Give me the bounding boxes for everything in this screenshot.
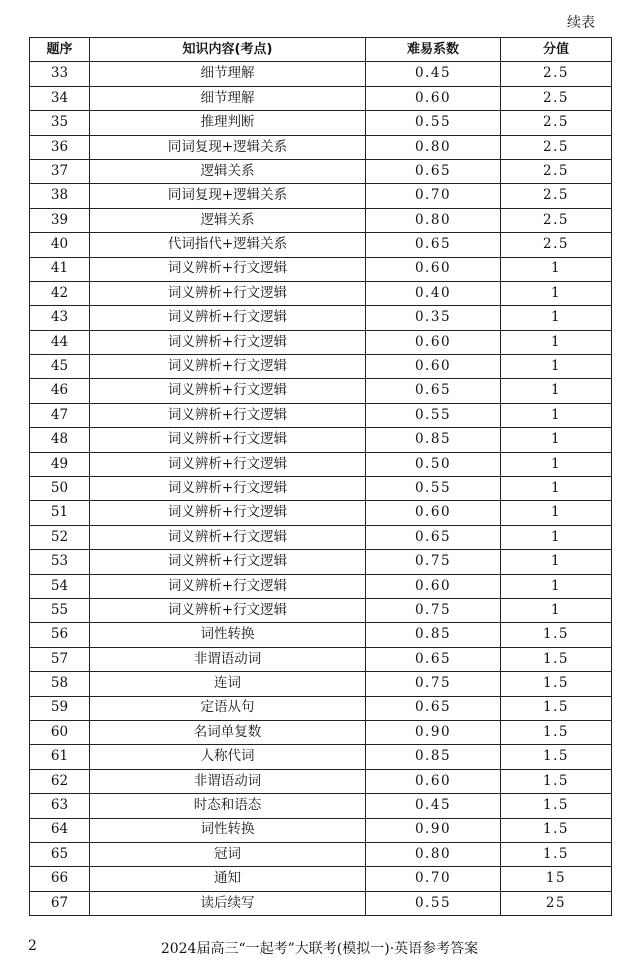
table-row (30, 867, 612, 891)
table-row (30, 86, 612, 110)
table-row (30, 330, 612, 354)
table-row (30, 135, 612, 159)
page-number: 2 (28, 938, 37, 954)
cell-difficulty: 0.85 (366, 623, 501, 647)
cell-knowledge-content: 非谓语动词 (90, 769, 366, 793)
cell-difficulty: 0.80 (366, 842, 501, 866)
cell-score: 1 (501, 525, 612, 549)
cell-score: 1 (501, 330, 612, 354)
cell-question-number: 64 (30, 818, 90, 842)
table-row (30, 696, 612, 720)
cell-knowledge-content: 逻辑关系 (90, 208, 366, 232)
cell-score: 1 (501, 306, 612, 330)
cell-question-number: 59 (30, 696, 90, 720)
cell-question-number: 55 (30, 598, 90, 622)
cell-question-number: 33 (30, 62, 90, 86)
cell-question-number: 44 (30, 330, 90, 354)
table-row (30, 550, 612, 574)
cell-score: 1.5 (501, 647, 612, 671)
cell-difficulty: 0.65 (366, 159, 501, 183)
cell-difficulty: 0.65 (366, 696, 501, 720)
cell-knowledge-content: 词义辨析+行文逻辑 (90, 501, 366, 525)
score-table (29, 37, 612, 916)
cell-knowledge-content: 冠词 (90, 842, 366, 866)
cell-score: 1 (501, 452, 612, 476)
cell-knowledge-content: 词义辨析+行文逻辑 (90, 403, 366, 427)
cell-question-number: 58 (30, 672, 90, 696)
table-row (30, 281, 612, 305)
cell-knowledge-content: 词义辨析+行文逻辑 (90, 477, 366, 501)
cell-knowledge-content: 词性转换 (90, 623, 366, 647)
table-row (30, 208, 612, 232)
cell-difficulty: 0.70 (366, 184, 501, 208)
cell-question-number: 53 (30, 550, 90, 574)
table-body (30, 62, 612, 916)
cell-score: 1.5 (501, 745, 612, 769)
cell-knowledge-content: 非谓语动词 (90, 647, 366, 671)
table-row (30, 525, 612, 549)
cell-question-number: 34 (30, 86, 90, 110)
cell-score: 1 (501, 598, 612, 622)
table-row (30, 769, 612, 793)
cell-score: 2.5 (501, 111, 612, 135)
footer-title: 2024届高三“一起考”大联考(模拟一)·英语参考答案 (160, 941, 479, 957)
cell-difficulty: 0.80 (366, 135, 501, 159)
cell-knowledge-content: 定语从句 (90, 696, 366, 720)
cell-difficulty: 0.65 (366, 233, 501, 257)
cell-knowledge-content: 同词复现+逻辑关系 (90, 184, 366, 208)
cell-difficulty: 0.80 (366, 208, 501, 232)
cell-difficulty: 0.70 (366, 867, 501, 891)
cell-knowledge-content: 词义辨析+行文逻辑 (90, 598, 366, 622)
cell-score: 1 (501, 281, 612, 305)
cell-question-number: 65 (30, 842, 90, 866)
cell-score: 25 (501, 891, 612, 915)
continued-label: 续表 (567, 15, 595, 31)
cell-difficulty: 0.60 (366, 257, 501, 281)
cell-question-number: 61 (30, 745, 90, 769)
table-row (30, 574, 612, 598)
table-row (30, 257, 612, 281)
cell-question-number: 41 (30, 257, 90, 281)
cell-score: 2.5 (501, 62, 612, 86)
table-row (30, 159, 612, 183)
cell-knowledge-content: 读后续写 (90, 891, 366, 915)
table-row (30, 111, 612, 135)
table-row (30, 745, 612, 769)
cell-question-number: 67 (30, 891, 90, 915)
cell-question-number: 56 (30, 623, 90, 647)
cell-difficulty: 0.55 (366, 477, 501, 501)
cell-score: 1.5 (501, 818, 612, 842)
cell-difficulty: 0.75 (366, 672, 501, 696)
cell-knowledge-content: 推理判断 (90, 111, 366, 135)
cell-difficulty: 0.60 (366, 330, 501, 354)
table-row (30, 720, 612, 744)
cell-knowledge-content: 词义辨析+行文逻辑 (90, 355, 366, 379)
cell-knowledge-content: 逻辑关系 (90, 159, 366, 183)
column-header-score: 分值 (501, 38, 612, 62)
column-header-difficulty: 难易系数 (366, 38, 501, 62)
table-row (30, 379, 612, 403)
cell-difficulty: 0.90 (366, 818, 501, 842)
cell-difficulty: 0.60 (366, 86, 501, 110)
cell-question-number: 38 (30, 184, 90, 208)
cell-question-number: 40 (30, 233, 90, 257)
table-header-row (30, 38, 612, 62)
cell-score: 2.5 (501, 135, 612, 159)
cell-score: 2.5 (501, 86, 612, 110)
table-row (30, 794, 612, 818)
cell-knowledge-content: 同词复现+逻辑关系 (90, 135, 366, 159)
cell-score: 1.5 (501, 672, 612, 696)
cell-question-number: 62 (30, 769, 90, 793)
cell-question-number: 37 (30, 159, 90, 183)
cell-score: 2.5 (501, 159, 612, 183)
cell-difficulty: 0.60 (366, 769, 501, 793)
cell-score: 2.5 (501, 184, 612, 208)
table-row (30, 62, 612, 86)
cell-question-number: 52 (30, 525, 90, 549)
cell-score: 1.5 (501, 794, 612, 818)
cell-score: 1 (501, 477, 612, 501)
table-row (30, 355, 612, 379)
cell-score: 1.5 (501, 842, 612, 866)
cell-question-number: 48 (30, 428, 90, 452)
cell-question-number: 45 (30, 355, 90, 379)
page-footer (0, 938, 639, 958)
cell-question-number: 63 (30, 794, 90, 818)
cell-knowledge-content: 词义辨析+行文逻辑 (90, 379, 366, 403)
table-row (30, 818, 612, 842)
cell-score: 1 (501, 403, 612, 427)
cell-score: 2.5 (501, 208, 612, 232)
cell-knowledge-content: 词性转换 (90, 818, 366, 842)
cell-score: 1 (501, 550, 612, 574)
cell-knowledge-content: 细节理解 (90, 62, 366, 86)
cell-difficulty: 0.35 (366, 306, 501, 330)
table-row (30, 428, 612, 452)
cell-question-number: 66 (30, 867, 90, 891)
cell-question-number: 49 (30, 452, 90, 476)
cell-difficulty: 0.65 (366, 525, 501, 549)
cell-question-number: 60 (30, 720, 90, 744)
cell-score: 1 (501, 501, 612, 525)
cell-score: 1 (501, 257, 612, 281)
cell-score: 1.5 (501, 720, 612, 744)
cell-difficulty: 0.55 (366, 111, 501, 135)
cell-difficulty: 0.85 (366, 745, 501, 769)
cell-difficulty: 0.60 (366, 501, 501, 525)
table-row (30, 452, 612, 476)
cell-difficulty: 0.65 (366, 647, 501, 671)
cell-score: 1 (501, 355, 612, 379)
cell-score: 2.5 (501, 233, 612, 257)
cell-question-number: 46 (30, 379, 90, 403)
column-header-question-number: 题序 (30, 38, 90, 62)
cell-knowledge-content: 词义辨析+行文逻辑 (90, 330, 366, 354)
cell-score: 1.5 (501, 696, 612, 720)
cell-difficulty: 0.85 (366, 428, 501, 452)
cell-knowledge-content: 词义辨析+行文逻辑 (90, 525, 366, 549)
table-row (30, 598, 612, 622)
table-row (30, 672, 612, 696)
table-row (30, 842, 612, 866)
cell-knowledge-content: 词义辨析+行文逻辑 (90, 550, 366, 574)
cell-question-number: 57 (30, 647, 90, 671)
cell-knowledge-content: 词义辨析+行文逻辑 (90, 452, 366, 476)
cell-question-number: 43 (30, 306, 90, 330)
cell-knowledge-content: 连词 (90, 672, 366, 696)
cell-knowledge-content: 词义辨析+行文逻辑 (90, 257, 366, 281)
table-row (30, 403, 612, 427)
cell-score: 1.5 (501, 623, 612, 647)
cell-difficulty: 0.50 (366, 452, 501, 476)
column-header-knowledge-content: 知识内容(考点) (90, 38, 366, 62)
cell-question-number: 50 (30, 477, 90, 501)
cell-question-number: 54 (30, 574, 90, 598)
cell-knowledge-content: 代词指代+逻辑关系 (90, 233, 366, 257)
cell-question-number: 35 (30, 111, 90, 135)
cell-knowledge-content: 通知 (90, 867, 366, 891)
cell-score: 1 (501, 574, 612, 598)
cell-difficulty: 0.45 (366, 62, 501, 86)
cell-knowledge-content: 细节理解 (90, 86, 366, 110)
cell-question-number: 39 (30, 208, 90, 232)
table-row (30, 233, 612, 257)
cell-question-number: 42 (30, 281, 90, 305)
cell-question-number: 47 (30, 403, 90, 427)
table-row (30, 306, 612, 330)
table-row (30, 891, 612, 915)
cell-score: 1 (501, 428, 612, 452)
cell-difficulty: 0.90 (366, 720, 501, 744)
cell-difficulty: 0.60 (366, 355, 501, 379)
cell-score: 1 (501, 379, 612, 403)
cell-knowledge-content: 名词单复数 (90, 720, 366, 744)
cell-knowledge-content: 时态和语态 (90, 794, 366, 818)
table-row (30, 623, 612, 647)
cell-difficulty: 0.75 (366, 550, 501, 574)
table-row (30, 184, 612, 208)
table-row (30, 477, 612, 501)
cell-knowledge-content: 词义辨析+行文逻辑 (90, 428, 366, 452)
cell-difficulty: 0.65 (366, 379, 501, 403)
cell-question-number: 51 (30, 501, 90, 525)
table-row (30, 501, 612, 525)
cell-difficulty: 0.75 (366, 598, 501, 622)
cell-knowledge-content: 词义辨析+行文逻辑 (90, 574, 366, 598)
cell-difficulty: 0.45 (366, 794, 501, 818)
cell-knowledge-content: 人称代词 (90, 745, 366, 769)
cell-difficulty: 0.60 (366, 574, 501, 598)
cell-difficulty: 0.55 (366, 403, 501, 427)
cell-difficulty: 0.40 (366, 281, 501, 305)
cell-score: 15 (501, 867, 612, 891)
cell-difficulty: 0.55 (366, 891, 501, 915)
cell-knowledge-content: 词义辨析+行文逻辑 (90, 281, 366, 305)
cell-question-number: 36 (30, 135, 90, 159)
table-row (30, 647, 612, 671)
cell-score: 1.5 (501, 769, 612, 793)
cell-knowledge-content: 词义辨析+行文逻辑 (90, 306, 366, 330)
